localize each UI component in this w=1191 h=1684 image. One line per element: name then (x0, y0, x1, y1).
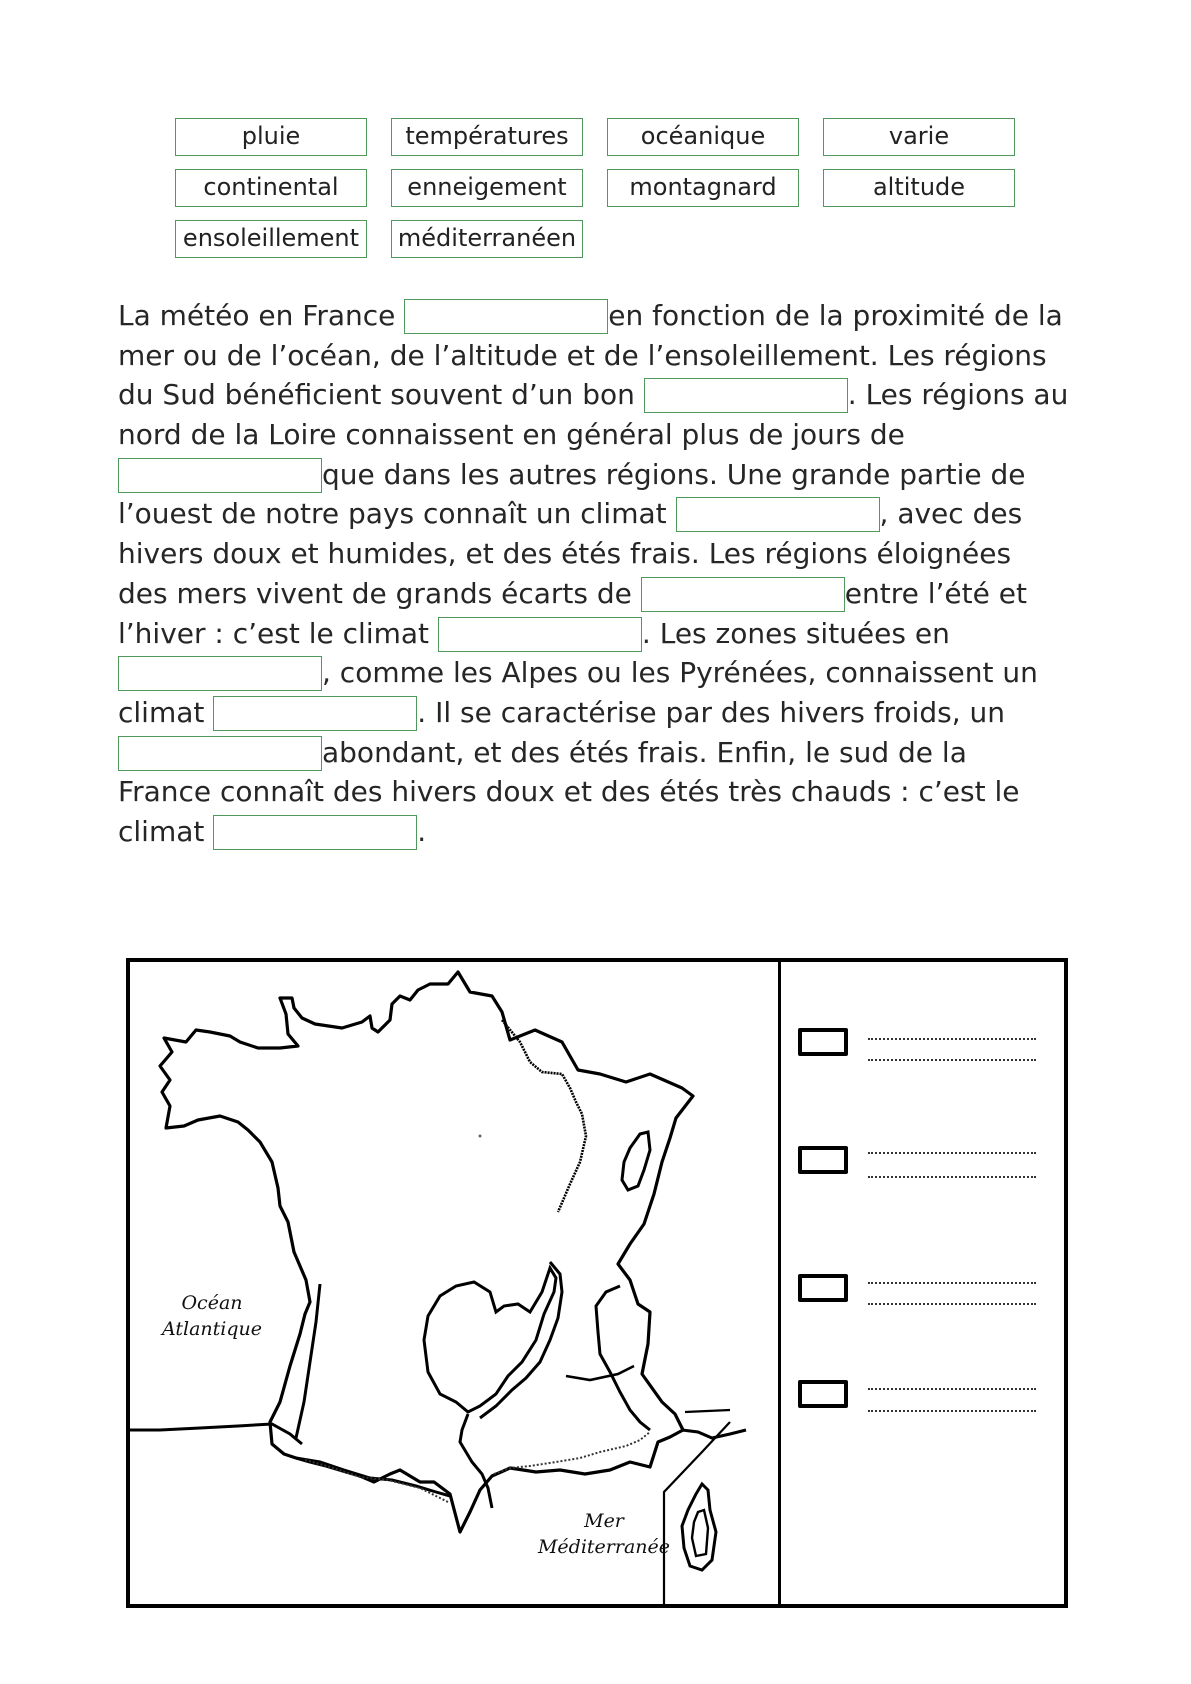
east-coast-line (682, 1430, 746, 1438)
passage-text: , comme les Alpes ou les Pyrénées, connaissent un (322, 656, 1038, 690)
passage-line (118, 336, 1118, 376)
word-chip-mediterraneen[interactable]: méditerranéen (391, 220, 583, 258)
ocean-label-line-2: Atlantique (161, 1318, 263, 1340)
passage-text: . Les régions au (847, 378, 1069, 412)
word-chip-montagnard[interactable]: montagnard (607, 169, 799, 207)
climate-map-frame (126, 958, 1068, 1608)
corsica-outline (682, 1484, 716, 1570)
blank-7[interactable] (118, 656, 322, 691)
legend-answer-line-2b[interactable] (868, 1176, 1036, 1178)
sea-label-line-2: Méditerranée (537, 1536, 671, 1558)
ocean-label-line-1: Océan (181, 1292, 243, 1314)
blank-3[interactable] (118, 458, 322, 493)
passage-line (118, 415, 1118, 455)
fill-in-passage (118, 296, 1118, 852)
passage-text: mer ou de l’océan, de l’altitude et de l’ensoleillement. Les régions (118, 338, 1047, 372)
passage-line (118, 693, 1118, 733)
word-chip-varie[interactable]: varie (823, 118, 1015, 156)
passage-text: l’hiver : c’est le climat (118, 616, 438, 650)
word-chip-pluie[interactable]: pluie (175, 118, 367, 156)
mountain-boundary-north (502, 1020, 586, 1212)
passage-line (118, 733, 1118, 773)
passage-text: . Il se caractérise par des hivers froids, un (417, 695, 1006, 729)
legend-color-box-2[interactable] (798, 1146, 848, 1174)
legend-color-box-4[interactable] (798, 1380, 848, 1408)
inset-top-edge (685, 1410, 730, 1412)
word-bank (175, 118, 1015, 263)
passage-line (118, 296, 1118, 336)
blank-2[interactable] (644, 378, 848, 413)
passage-text: La météo en France (118, 299, 405, 332)
legend-answer-line-1a[interactable] (868, 1038, 1036, 1040)
passage-text: abondant, et des étés frais. Enfin, le sud de la (322, 735, 967, 769)
ocean-label (150, 1290, 274, 1342)
legend-answer-line-3b[interactable] (868, 1303, 1036, 1305)
vosges-zone (622, 1132, 650, 1190)
blank-6[interactable] (438, 617, 642, 652)
word-chip-enneigement[interactable]: enneigement (391, 169, 583, 207)
passage-line (118, 812, 1118, 852)
sea-label-line-1: Mer (584, 1510, 624, 1532)
passage-line (118, 375, 1118, 415)
legend-answer-line-4b[interactable] (868, 1410, 1036, 1412)
word-chip-oceanique[interactable]: océanique (607, 118, 799, 156)
mediterranean-boundary (460, 1414, 492, 1508)
passage-text: que dans les autres régions. Une grande partie de (322, 457, 1026, 491)
passage-text: climat (118, 695, 214, 729)
passage-text: France connaît des hivers doux et des étés très chauds : c’est le (118, 775, 1020, 809)
passage-text: climat (118, 814, 214, 848)
passage-text: du Sud bénéficient souvent d’un bon (118, 378, 644, 412)
legend-answer-line-4a[interactable] (868, 1388, 1036, 1390)
legend-answer-line-2a[interactable] (868, 1152, 1036, 1154)
passage-text: , avec des (879, 497, 1023, 531)
oceanic-boundary-south (130, 1424, 302, 1444)
passage-line (118, 772, 1118, 812)
legend-divider (778, 962, 781, 1604)
massif-central-zone (424, 1268, 556, 1412)
legend-color-box-3[interactable] (798, 1274, 848, 1302)
passage-line (118, 534, 1118, 574)
corsica-inner-zone (692, 1510, 708, 1556)
mediterranean-coast-dotted (494, 1432, 650, 1474)
blank-1[interactable] (404, 299, 608, 334)
legend-answer-line-1b[interactable] (868, 1059, 1036, 1061)
blank-10[interactable] (213, 815, 417, 850)
blank-9[interactable] (118, 736, 322, 771)
legend-answer-line-3a[interactable] (868, 1282, 1036, 1284)
word-chip-temperatures[interactable]: températures (391, 118, 583, 156)
france-outline (160, 972, 693, 1532)
passage-line (118, 455, 1118, 495)
blank-4[interactable] (676, 497, 880, 532)
word-chip-ensoleillement[interactable]: ensoleillement (175, 220, 367, 258)
passage-text: hivers doux et humides, et des étés frais. Les régions éloignées (118, 537, 1012, 571)
sea-label (534, 1508, 674, 1560)
alps-inner-line (566, 1366, 634, 1380)
passage-text: . Les zones situées en (641, 616, 950, 650)
france-climate-map (130, 962, 778, 1604)
blank-5[interactable] (641, 577, 845, 612)
word-chip-continental[interactable]: continental (175, 169, 367, 207)
blank-8[interactable] (213, 696, 417, 731)
passage-line (118, 574, 1118, 614)
passage-line (118, 494, 1118, 534)
passage-line (118, 653, 1118, 693)
massif-central-east (480, 1262, 562, 1418)
passage-text: l’ouest de notre pays connaît un climat (118, 497, 676, 531)
passage-line (118, 614, 1118, 654)
passage-text: des mers vivent de grands écarts de (118, 576, 641, 610)
passage-text: . (417, 814, 427, 848)
passage-text: en fonction de la proximité de la (608, 299, 1063, 332)
passage-text: entre l’été et (844, 576, 1027, 610)
paris-dot (479, 1135, 482, 1138)
word-chip-altitude[interactable]: altitude (823, 169, 1015, 207)
legend-color-box-1[interactable] (798, 1028, 848, 1056)
passage-text: nord de la Loire connaissent en général plus de jours de (118, 418, 905, 452)
